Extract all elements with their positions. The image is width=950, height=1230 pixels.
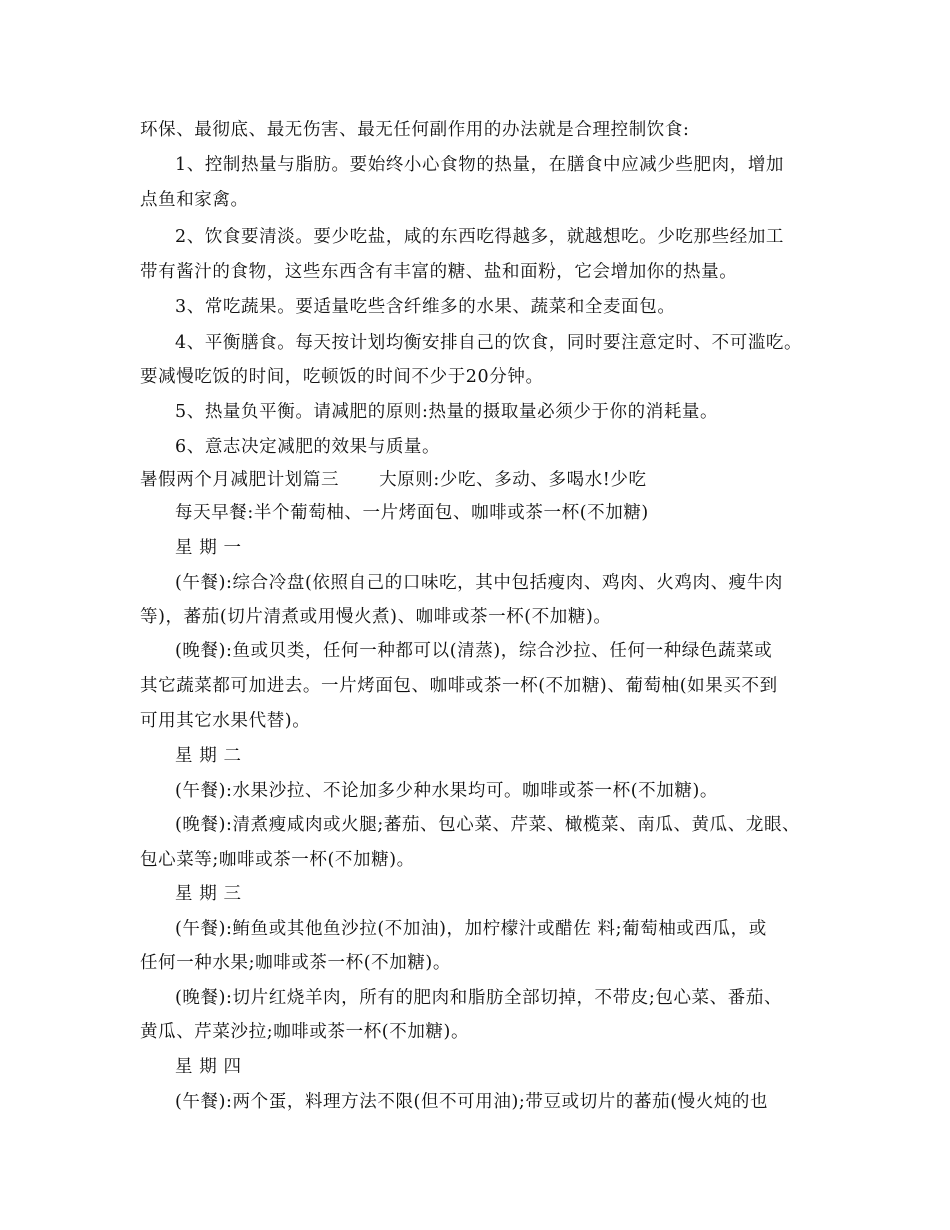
text-line: 4、平衡膳食。每天按计划均衡安排自己的饮食，同时要注意定时、不可滥吃。	[175, 333, 803, 353]
text-line: 带有酱汁的食物，这些东西含有丰富的糖、盐和面粉，它会增加你的热量。	[140, 262, 738, 282]
text-line: 等)，蕃茄(切片清煮或用慢火煮)、咖啡或茶一杯(不加糖)。	[140, 607, 612, 627]
principle-text: 大原则:少吃、多动、多喝水!少吃	[379, 470, 647, 490]
text-line: 可用其它水果代替)。	[140, 711, 311, 731]
text-line: 黄瓜、芹菜沙拉;咖啡或茶一杯(不加糖)。	[140, 1022, 470, 1042]
text-line: 任何一种水果;咖啡或茶一杯(不加糖)。	[140, 953, 451, 973]
text-line: 每天早餐:半个葡萄柚、一片烤面包、咖啡或茶一杯(不加糖)	[175, 503, 649, 523]
text-line: (午餐):水果沙拉、不论加多少种水果均可。咖啡或茶一杯(不加糖)。	[175, 781, 719, 801]
day-heading: 星 期 四	[175, 1057, 242, 1077]
text-line: 3、常吃蔬果。要适量吃些含纤维多的水果、蔬菜和全麦面包。	[175, 297, 676, 317]
section-heading-line	[140, 469, 647, 491]
section-heading: 暑假两个月减肥计划篇三	[140, 470, 340, 490]
day-heading: 星 期 三	[175, 884, 242, 904]
text-line: (晚餐):清煮瘦咸肉或火腿;蕃茄、包心菜、芹菜、橄榄菜、南瓜、黄瓜、龙眼、	[175, 815, 801, 835]
text-line: (晚餐):鱼或贝类，任何一种都可以(清蒸)，综合沙拉、任何一种绿色蔬菜或	[175, 641, 773, 661]
text-line: 5、热量负平衡。请减肥的原则:热量的摄取量必须少于你的消耗量。	[175, 402, 719, 422]
text-line: 要减慢吃饭的时间，吃顿饭的时间不少于20分钟。	[140, 367, 544, 387]
text-line: 2、饮食要清淡。要少吃盐，咸的东西吃得越多，就越想吃。少吃那些经加工	[175, 227, 785, 247]
text-line: (晚餐):切片红烧羊肉，所有的肥肉和脂肪全部切掉，不带皮;包心菜、番茄、	[175, 988, 783, 1008]
text-line: 其它蔬菜都可加进去。一片烤面包、咖啡或茶一杯(不加糖)、葡萄柚(如果买不到	[140, 676, 778, 696]
text-line: 6、意志决定减肥的效果与质量。	[175, 437, 441, 457]
text-line: (午餐):两个蛋，料理方法不限(但不可用油);带豆或切片的蕃茄(慢火炖的也	[175, 1092, 769, 1112]
text-line: 包心菜等;咖啡或茶一杯(不加糖)。	[140, 850, 415, 870]
text-line: 点鱼和家禽。	[140, 190, 249, 210]
day-heading: 星 期 一	[175, 538, 242, 558]
text-line: 1、控制热量与脂肪。要始终小心食物的热量，在膳食中应减少些肥肉，增加	[175, 155, 785, 175]
day-heading: 星 期 二	[175, 746, 242, 766]
text-line: (午餐):鲔鱼或其他鱼沙拉(不加油)，加柠檬汁或醋佐 料;葡萄柚或西瓜，或	[175, 919, 767, 939]
intro-line: 环保、最彻底、最无伤害、最无任何副作用的办法就是合理控制饮食:	[140, 120, 690, 140]
text-line: (午餐):综合冷盘(依照自己的口味吃，其中包括瘦肉、鸡肉、火鸡肉、瘦牛肉	[175, 573, 783, 593]
